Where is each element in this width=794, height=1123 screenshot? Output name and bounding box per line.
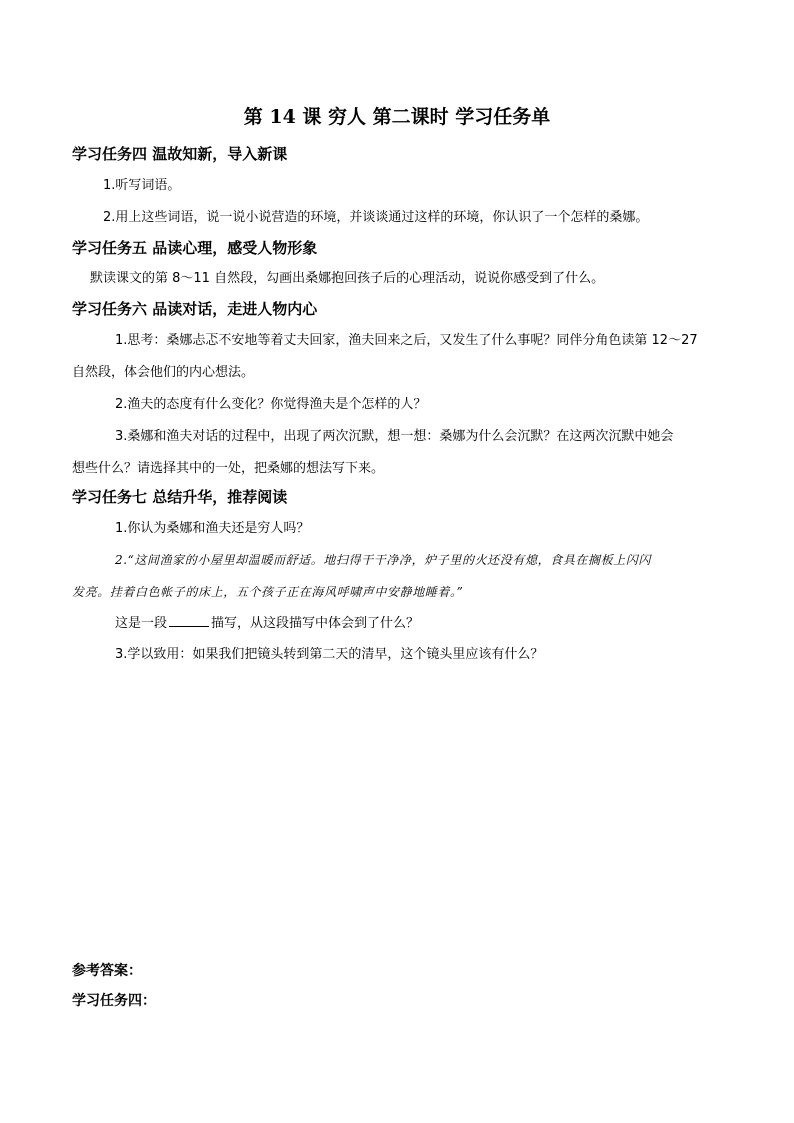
question-text-before: 这是一段 — [115, 616, 168, 631]
task6-item-2: 2.渔夫的态度有什么变化？你觉得渔夫是个怎样的人？ — [115, 397, 427, 412]
task7-heading: 学习任务七 总结升华，推荐阅读 — [72, 488, 288, 506]
task4-item-1: 1.听写词语。 — [103, 178, 181, 193]
task4-item-2: 2.用上这些词语，说一说小说营造的环境，并谈谈通过这样的环境，你认识了一个怎样的桑娜。 — [103, 210, 649, 225]
task6-item-1-line-1: 1.思考：桑娜忐忑不安地等着丈夫回家，渔夫回来之后，又发生了什么事呢？同伴分角色读第 12～27 — [115, 333, 698, 348]
answers-heading: 参考答案： — [72, 963, 142, 979]
task7-item-2-question — [115, 612, 419, 634]
answers-task4-heading: 学习任务四： — [72, 993, 156, 1009]
page-title: 第 14 课 穷人 第二课时 学习任务单 — [243, 106, 551, 128]
task5-heading: 学习任务五 品读心理，感受人物形象 — [72, 239, 318, 257]
question-text-after: 描写，从这段描写中体会到了什么？ — [211, 616, 420, 631]
fill-in-blank — [169, 612, 209, 627]
task7-item-3: 3.学以致用：如果我们把镜头转到第二天的清早，这个镜头里应该有什么？ — [115, 647, 544, 662]
task6-item-3-line-1: 3.桑娜和渔夫对话的过程中，出现了两次沉默，想一想：桑娜为什么会沉默？在这两次沉默中她会 — [115, 429, 674, 444]
task7-item-2-quote-line-2: 发亮。挂着白色帐子的床上，五个孩子正在海风呼啸声中安静地睡着。” — [72, 585, 464, 599]
task4-heading: 学习任务四 温故知新，导入新课 — [72, 145, 288, 163]
task5-item-1: 默读课文的第 8～11 自然段，勾画出桑娜抱回孩子后的心理活动，说说你感受到了什么。 — [90, 271, 605, 286]
task6-heading: 学习任务六 品读对话，走进人物内心 — [72, 300, 318, 318]
task7-item-1: 1.你认为桑娜和渔夫还是穷人吗？ — [115, 521, 310, 536]
task6-item-1-line-2: 自然段，体会他们的内心想法。 — [72, 365, 255, 380]
task6-item-3-line-2: 想些什么？请选择其中的一处，把桑娜的想法写下来。 — [72, 461, 385, 476]
task7-item-2-quote-line-1: 2.“这间渔家的小屋里却温暖而舒适。地扫得干干净净，炉子里的火还没有熄，食具在搁板上闪闪 — [115, 553, 651, 567]
